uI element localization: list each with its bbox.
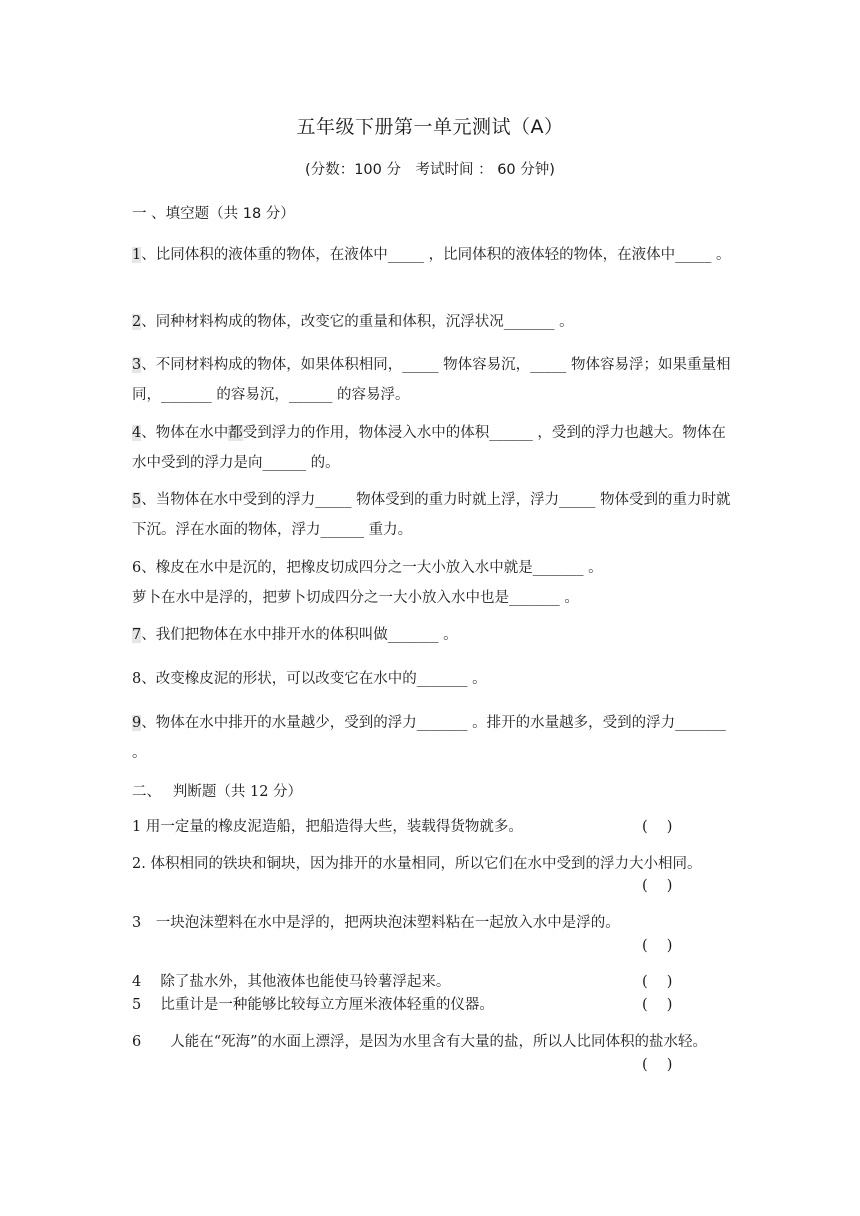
question-text: 、我们把物体在水中排开水的体积叫做_______ 。 [141,627,458,643]
question-number: 3 [132,357,142,373]
tf-question-2: 2. 体积相同的铁块和铜块，因为排开的水量相同，所以它们在水中受到的浮力大小相同。 [132,856,702,872]
question-4 [132,418,732,478]
section-heading-fill-blank: 一 、填空题（共 18 分） [132,206,295,222]
question-number: 9 [132,715,142,731]
question-number: 2 [132,314,142,330]
page-title: 五年级下册第一单元测试（A） [296,116,564,138]
question-3 [132,350,732,410]
question-8 [132,664,732,694]
question-text: 6、橡皮在水中是沉的，把橡皮切成四分之一大小放入水中就是_______ 。 [132,560,603,576]
question-1 [132,240,732,270]
question-text: 、同种材料构成的物体，改变它的重量和体积，沉浮状况_______ 。 [141,314,574,330]
tf-question-3: 3 一块泡沫塑料在水中是浮的，把两块泡沫塑料粘在一起放入水中是浮的。 [132,915,620,931]
question-5 [132,485,732,545]
answer-parentheses: ( ) [642,938,673,954]
answer-parentheses: ( ) [642,974,673,990]
answer-parentheses: ( ) [642,878,673,894]
section-heading-true-false: 二、 判断题（共 12 分） [132,784,303,800]
question-text: 、当物体在水中受到的浮力_____ 物体受到的重力时就上浮，浮力_____ 物体受到的重力时就下沉。浮在水面的物体，浮力______ 重力。 [132,492,731,538]
question-9 [132,708,732,768]
question-text: 、不同材料构成的物体，如果体积相同，_____ 物体容易沉，_____ 物体容易浮；如果重量相同，_______ 的容易沉，______ 的容易浮。 [132,357,731,403]
question-number: 1 [132,247,142,263]
tf-question-6: 6 人能在“死海”的水面上漂浮，是因为水里含有大量的盐，所以人比同体积的盐水轻。 [132,1034,708,1050]
question-number: 7 [132,627,142,643]
question-number: 4 [132,425,142,441]
question-text: 、物体在水中排开的水量越少，受到的浮力_______ 。排开的水量越多，受到的浮力_______ 。 [132,715,726,761]
question-number: 5 [132,492,142,508]
exam-info: (分数：100 分 考试时间 ： 60 分钟) [305,162,555,178]
question-text: 、物体在水中 [141,425,229,441]
question-text: 萝卜在水中是浮的，把萝卜切成四分之一大小放入水中也是_______ 。 [132,590,579,606]
highlighted-char: 都 [228,425,243,441]
question-2 [132,307,732,337]
answer-parentheses: ( ) [642,1057,673,1073]
question-text: 8、改变橡皮泥的形状，可以改变它在水中的_______ 。 [132,671,487,687]
question-6 [132,553,732,613]
question-text: 、比同体积的液体重的物体，在液体中_____ ，比同体积的液体轻的物体，在液体中_____ 。 [141,247,731,263]
answer-parentheses: ( ) [642,997,673,1013]
question-text: 受到浮力的作用，物体浸入水中的体积______ ，受到的浮力也越大。物体在水中受到的浮力是向______ 的。 [132,425,726,471]
answer-parentheses: ( ) [642,819,673,835]
tf-question-1: 1 用一定量的橡皮泥造船，把船造得大些，装载得货物就多。 [132,819,523,835]
tf-question-4: 4 除了盐水外，其他液体也能使马铃薯浮起来。 [132,974,451,990]
question-7 [132,620,732,650]
tf-question-5: 5 比重计是一种能够比较每立方厘米液体轻重的仪器。 [132,997,494,1013]
